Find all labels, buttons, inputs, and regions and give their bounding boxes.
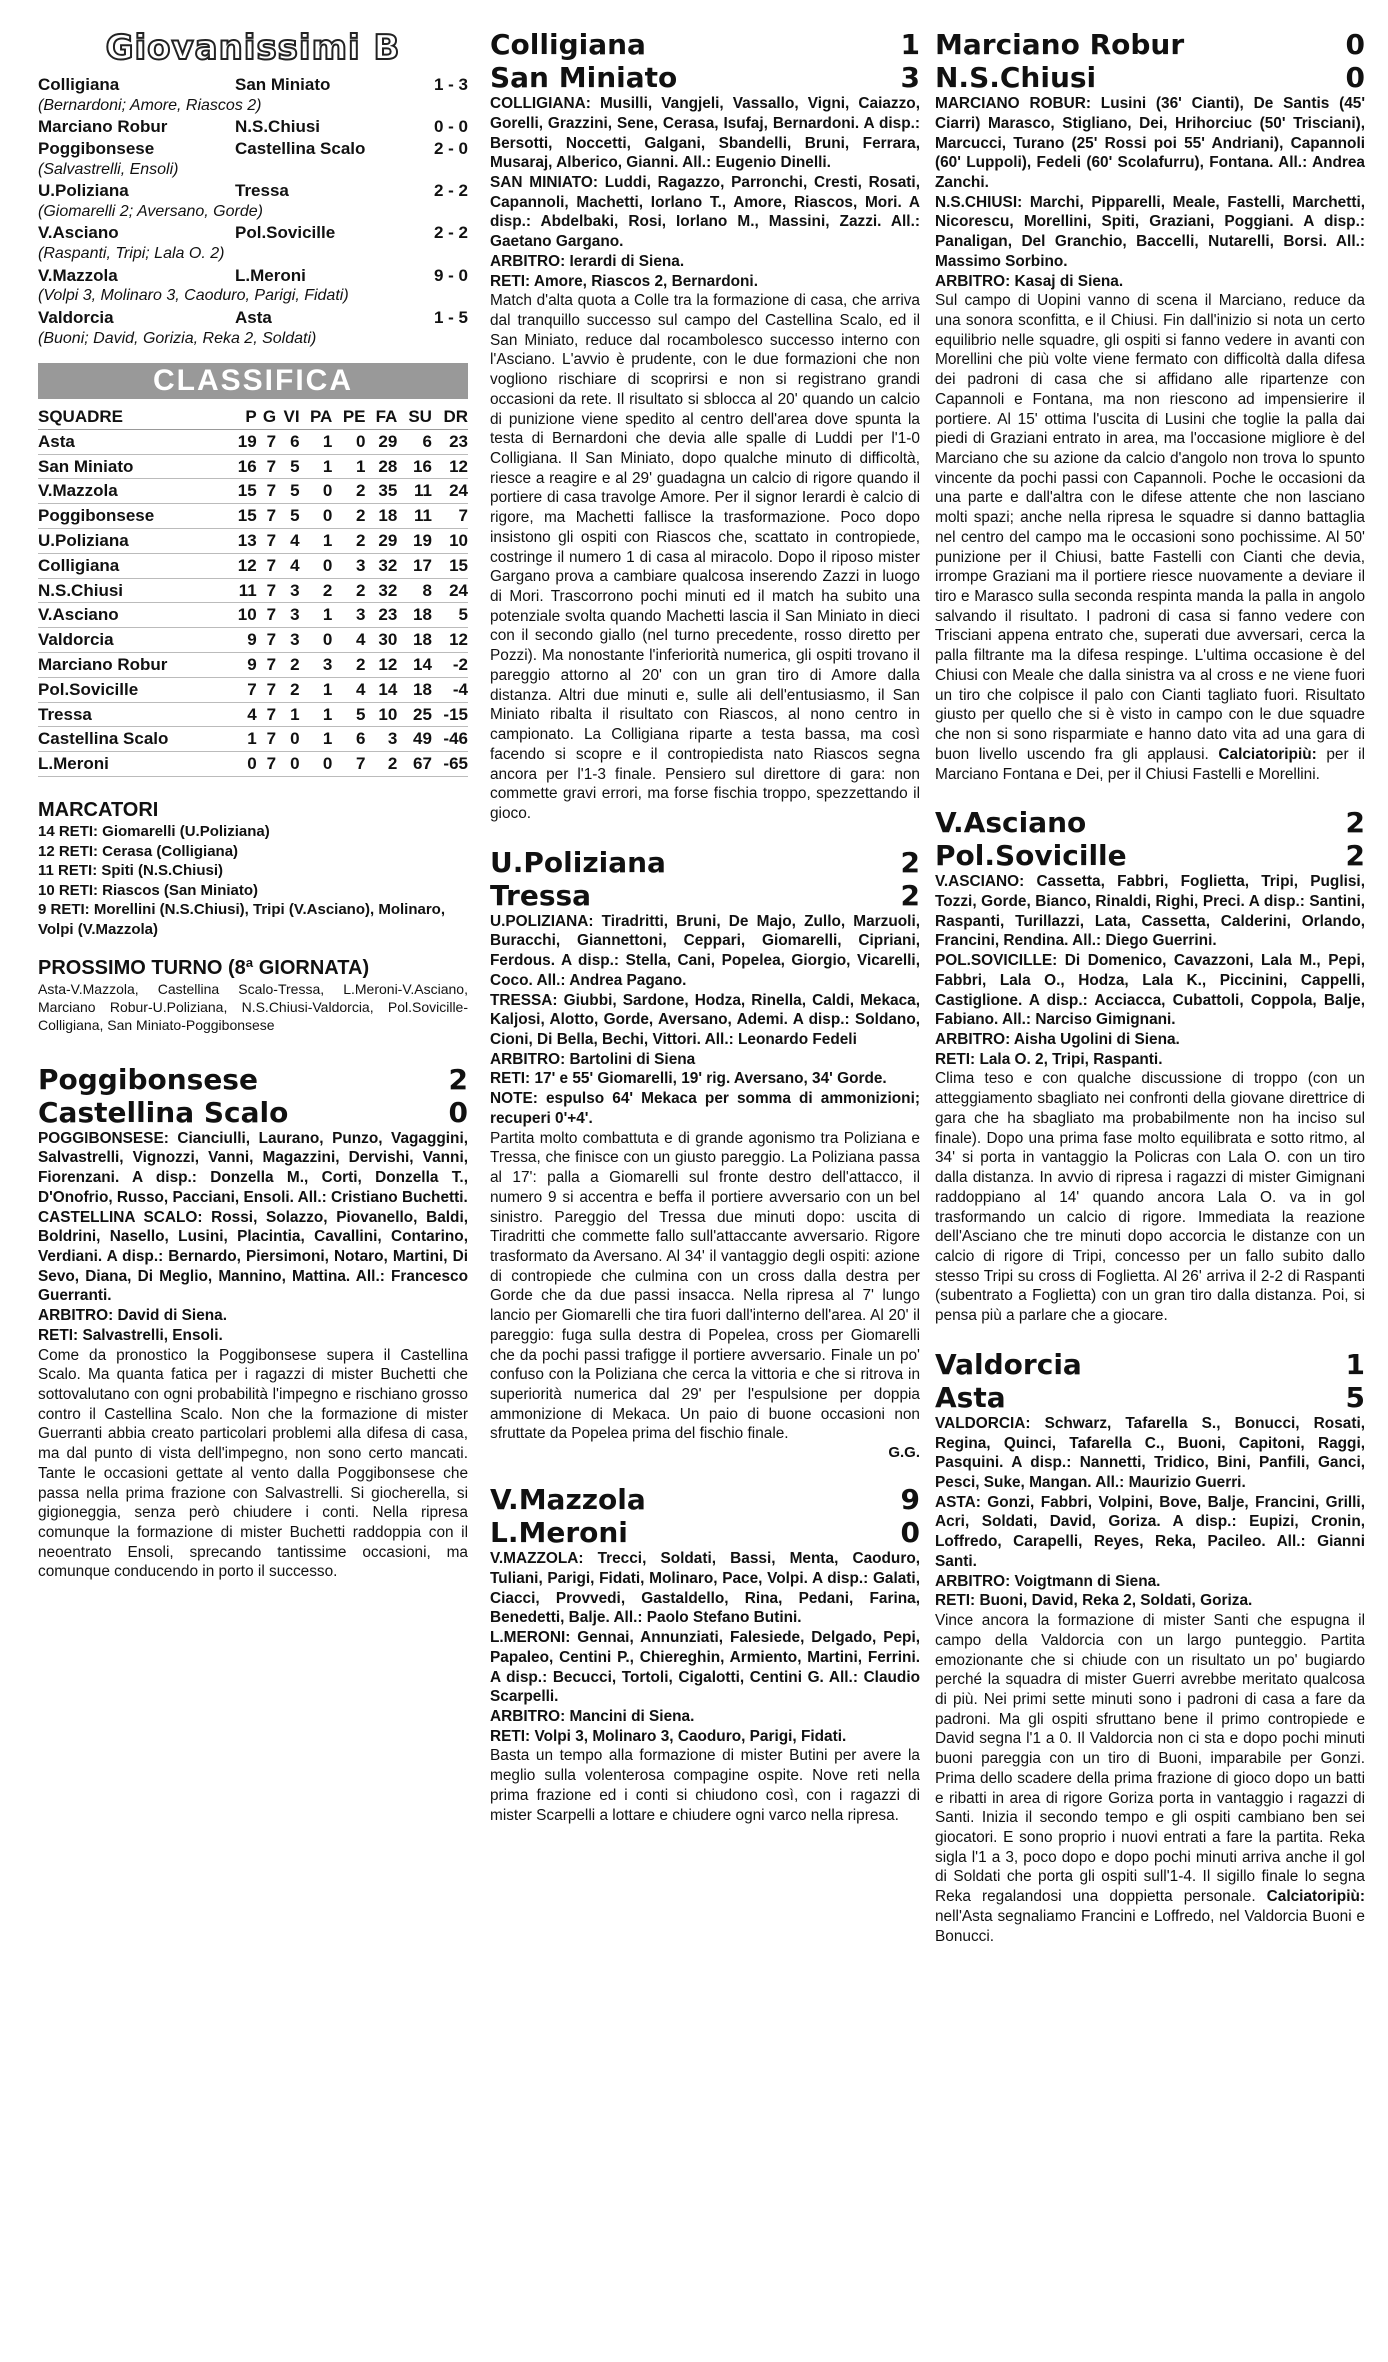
home-score: 1	[1345, 1347, 1365, 1381]
col-header: VI	[276, 405, 300, 429]
stat-cell: 3	[356, 605, 366, 625]
referee: ARBITRO: Ierardi di Siena.	[490, 252, 685, 270]
stat-cell: 2	[290, 654, 300, 674]
stat-cell: 10	[378, 704, 398, 724]
stat-cell: 10	[449, 530, 468, 550]
away-team: L.Meroni	[235, 265, 306, 285]
scorers: (Bernardoni; Amore, Riascos 2)	[38, 96, 262, 114]
referee: ARBITRO: Voigtmann di Siena.	[935, 1572, 1161, 1590]
away-team: Tressa	[490, 878, 592, 912]
stat-cell: 6	[422, 431, 432, 451]
match-report: Clima teso e con qualche discussione di troppo (con un atteggiamento sbagliato nei confronti della giovane direttrice di gara che ha sbagliato ma probabilmente non ha inciso sul finale). Dopo una prima fase molto equilibrata e sotto ritmo, al 34' si porta in vantaggio la Policras con Lala O. con un tiro dalla distanza. In avvio di ripresa i ragazzi di mister Gimignani raddoppiano al 14' quando ancora Lala O. va in gol trasformando un calcio di rigore. Immediata la reazione dell'Asciano che tre minuti dopo accorcia le distanze con un calcio di rigore di Tripi, concesso per un fallo subito dallo stesso Tripi su cross di Foglietta. Al 26' arriva il 2-2 di Raspanti (subentrato a Foglietta) con un gran tiro dalla distanza. Poi, si pensa più a parlare che a giocare.	[935, 1070, 1365, 1325]
referee: ARBITRO: David di Siena.	[38, 1307, 227, 1325]
home-lineup: V.ASCIANO: Cassetta, Fabbri, Foglietta, Tripi, Puglisi, Tozzi, Gorde, Bianco, Rinaldi, Righi, Preci. A disp.: Santini, Raspanti, Turillazzi, Lata, Cassetta, Calderini, Orlando, Francini, Rendina. All.: Diego Guerrini.	[935, 873, 1365, 950]
away-team: Asta	[235, 307, 272, 327]
away-team: N.S.Chiusi	[235, 117, 321, 137]
col-header: P	[229, 405, 257, 429]
goals: RETI: Amore, Riascos 2, Bernardoni.	[490, 272, 758, 290]
home-score: 9	[900, 1483, 920, 1517]
stat-cell: 7	[266, 506, 277, 526]
scorers: (Volpi 3, Molinaro 3, Caoduro, Parigi, Fidati)	[38, 287, 349, 305]
stat-cell: 3	[290, 580, 300, 600]
away-team: Pol.Sovicille	[935, 839, 1127, 873]
referee: ARBITRO: Bartolini di Siena	[490, 1050, 696, 1068]
stat-cell: 0	[247, 754, 257, 774]
stat-cell: 6	[356, 729, 366, 749]
home-score: 1	[900, 28, 920, 61]
result-item	[38, 307, 468, 349]
home-team: V.Asciano	[38, 223, 119, 243]
scorer-line: 11 RETI: Spiti (N.S.Chiusi)	[38, 862, 224, 880]
stat-cell: 8	[422, 580, 432, 600]
team-name: V.Mazzola	[38, 481, 118, 501]
standings-body	[38, 429, 468, 776]
stat-cell: 2	[387, 754, 398, 774]
stat-cell: 1	[322, 704, 333, 724]
home-lineup: MARCIANO ROBUR: Lusini (36' Cianti), De Santis (45' Ciarri) Marasco, Stigliano, Dei, Hrihorciuc (50' Trisciani), Marcucci, Turano (25' Rossi poi 55' Andriani), Capannoli (60' Luppoli), Fedeli (60' Scolafurru), Fontana. All.: Andrea Zanchi.	[935, 95, 1365, 191]
stat-cell: 3	[290, 630, 300, 650]
goals: RETI: 17' e 55' Giomarelli, 19' rig. Aversano, 34' Gorde.	[490, 1070, 887, 1088]
match-mazzola	[490, 1483, 920, 1825]
away-team: San Miniato	[235, 75, 331, 94]
match-report	[935, 1611, 1365, 1946]
stat-cell: -46	[443, 729, 468, 749]
stat-cell: 4	[290, 555, 300, 575]
away-lineup: POL.SOVICILLE: Di Domenico, Cavazzoni, Lala M., Pepi, Fabbri, Lala O., Hodza, Lala K., Piccinini, Cappelli, Castiglione. A disp.: Acciacca, Cubattoli, Coppola, Balje, Fabiano. All.: Narciso Gimignani.	[935, 952, 1365, 1029]
home-team: V.Mazzola	[38, 265, 118, 285]
stat-cell: 2	[356, 654, 366, 674]
stat-cell: 11	[413, 506, 432, 526]
stat-cell: 0	[356, 431, 366, 451]
scorer-line: 10 RETI: Riascos (San Miniato)	[38, 881, 259, 899]
goals: RETI: Buoni, David, Reka 2, Soldati, Goriza.	[935, 1592, 1253, 1610]
home-team: Valdorcia	[935, 1347, 1082, 1381]
score: 0 - 0	[433, 117, 468, 137]
standings-row	[38, 727, 468, 752]
team-name: Valdorcia	[38, 630, 114, 650]
stat-cell: 28	[378, 456, 398, 476]
stat-cell: 7	[266, 679, 277, 699]
stat-cell: 29	[378, 431, 398, 451]
away-team: Asta	[935, 1380, 1006, 1414]
stat-cell: 7	[266, 754, 277, 774]
result-item	[38, 74, 468, 116]
stat-cell: 0	[322, 481, 333, 501]
standings-row	[38, 752, 468, 777]
stat-cell: 12	[449, 456, 468, 476]
stat-cell: 24	[449, 481, 468, 501]
result-item	[38, 265, 468, 307]
stat-cell: 29	[378, 530, 398, 550]
stat-cell: 4	[356, 679, 366, 699]
scorers-title: MARCATORI	[38, 799, 159, 822]
stat-cell: 1	[322, 530, 333, 550]
col-header: FA	[366, 405, 398, 429]
away-score: 3	[900, 61, 920, 95]
home-team: V.Mazzola	[490, 1483, 646, 1517]
standings-row	[38, 578, 468, 603]
home-team: Colligiana	[38, 75, 120, 94]
stat-cell: 7	[458, 506, 468, 526]
scorers: (Giomarelli 2; Aversano, Gorde)	[38, 202, 263, 220]
stat-cell: 7	[356, 754, 366, 774]
standings-row	[38, 702, 468, 727]
team-name: L.Meroni	[38, 754, 109, 774]
team-name: Marciano Robur	[38, 654, 168, 674]
referee: ARBITRO: Mancini di Siena.	[490, 1707, 695, 1725]
standings-row	[38, 677, 468, 702]
stat-cell: 12	[237, 555, 257, 575]
referee: ARBITRO: Aisha Ugolini di Siena.	[935, 1031, 1180, 1049]
stat-cell: 7	[266, 555, 277, 575]
stat-cell: 23	[449, 431, 468, 451]
best-players-label: Calciatoripiù:	[1266, 1888, 1365, 1906]
standings-row	[38, 429, 468, 454]
stat-cell: -15	[443, 704, 468, 724]
stat-cell: 24	[449, 580, 468, 600]
stat-cell: -4	[452, 679, 468, 699]
stat-cell: 4	[290, 530, 300, 550]
stat-cell: 7	[266, 729, 277, 749]
home-team: Valdorcia	[38, 307, 114, 327]
col-header: SQUADRE	[38, 405, 229, 429]
away-team: San Miniato	[490, 61, 678, 95]
standings-row	[38, 653, 468, 678]
stat-cell: 6	[290, 431, 300, 451]
stat-cell: 9	[247, 654, 257, 674]
referee: ARBITRO: Kasaj di Siena.	[935, 272, 1124, 290]
away-team: N.S.Chiusi	[935, 61, 1097, 95]
match-valdorcia	[935, 1348, 1365, 1946]
scorers: (Salvastrelli, Ensoli)	[38, 160, 179, 178]
stat-cell: 32	[378, 580, 398, 600]
stat-cell: 4	[356, 630, 366, 650]
standings-title: CLASSIFICA	[38, 363, 468, 399]
stat-cell: 1	[247, 729, 257, 749]
home-score: 0	[1345, 28, 1365, 61]
stat-cell: 0	[290, 754, 300, 774]
stat-cell: 1	[356, 456, 366, 476]
col-header: PA	[300, 405, 333, 429]
stat-cell: 19	[237, 431, 257, 451]
match-report: Come da pronostico la Poggibonsese supera il Castellina Scalo. Ma quanta fatica per i ragazzi di mister Buchetti che sottovalutano con ogni probabilità l'impegno e rischiano grosso contro il Castellina Scalo. Non che la formazione di mister Guerranti abbia creato particolari problemi alla difesa di casa, ma dal punto di vista dell'impegno, non sono certo mancati. Tante le occasioni gettate al vento dalla Poggibonsese che passa nella prima frazione con Salvastrelli. Si giocherella, si gigioneggia, senza però chiudere i conti. Nella ripresa comunque la formazione di mister Buchetti raddoppia con il neoentrato Ensoli, sprecando tantissime occasioni, ma comunque conducendo in porto il successo.	[38, 1346, 468, 1581]
team-name: Colligiana	[38, 555, 120, 575]
next-round-text: Asta-V.Mazzola, Castellina Scalo-Tressa, L.Meroni-V.Asciano, Marciano Robur-U.Poliziana, N.S.Chiusi-Valdorcia, Pol.Sovicille-Colligiana, San Miniato-Poggibonsese	[38, 981, 468, 1034]
away-score: 0	[900, 1516, 920, 1550]
stat-cell: 7	[266, 431, 277, 451]
score: 2 - 0	[433, 138, 468, 158]
home-team: V.Asciano	[935, 806, 1087, 840]
match-report	[935, 291, 1365, 784]
stat-cell: 16	[237, 456, 257, 476]
home-lineup: VALDORCIA: Schwarz, Tafarella S., Bonucci, Rosati, Regina, Quinci, Tafarella C., Buoni, Capitoni, Raggi, Pasquini. A disp.: Nannetti, Tridico, Bini, Panfili, Ganci, Pesci, Suke, Mangan. All.: Maurizio Guerri.	[935, 1414, 1365, 1492]
standings-row	[38, 529, 468, 554]
home-lineup: POGGIBONSESE: Cianciulli, Laurano, Punzo, Vagaggini, Salvastrelli, Vignozzi, Vanni, Magazzini, Dervishi, Vanni, Fiorenzani. A disp.: Donzella M., Corti, Donzella T., D'Onofrio, Russo, Pacciani, Ensoli. All.: Cristiano Buchetti.	[38, 1129, 468, 1206]
away-score: 0	[448, 1095, 468, 1129]
stat-cell: 32	[378, 555, 398, 575]
stat-cell: 7	[266, 704, 277, 724]
stat-cell: 18	[378, 506, 398, 526]
match-asciano	[935, 806, 1365, 1326]
away-team: Pol.Sovicille	[235, 223, 336, 243]
best-players-label: Calciatoripiù:	[1218, 745, 1317, 763]
stat-cell: 5	[290, 481, 300, 501]
report-text: Vince ancora la formazione di mister Santi che espugna il campo della Valdorcia con un largo punteggio. Partita emozionante che si chiude con un risultato un po' bugiardo perché la squadra di mister Guerri avrebbe meritato qualcosa di più. Nei primi sette minuti sono i padroni di casa a fare da padroni. Ma gli ospiti sfruttano bene il primo contropiede e David segna l'1 a 0. Il Valdorcia non ci sta e dopo pochi minuti buoni pareggia con un tiro di Buoni, imparabile per Gonzi. Prima dello scadere della prima frazione di gioco dopo un batti e ribatti in area di rigore Goriza porta in vantaggio i ragazzi di Santi. Inizia il secondo tempo e gli ospiti cambiano ben sei giocatori. E sono proprio i nuovi entrati a fare la partita. Reka sigla l'1 a 3, poco dopo e dopo pochi minuti arriva anche il gol di Soldati che porta gli ospiti sull'1-4. Il sigillo finale lo segna Reka regalandosi una doppietta personale.	[935, 1612, 1365, 1906]
col-header: SU	[397, 405, 432, 429]
result-item	[38, 116, 468, 138]
goals: RETI: Lala O. 2, Tripi, Raspanti.	[935, 1050, 1163, 1068]
away-lineup: CASTELLINA SCALO: Rossi, Solazzo, Piovanello, Baldi, Boldrini, Nasello, Lusini, Placintia, Cavallini, Contarino, Verdiani. A disp.: Bernardo, Piersimoni, Notaro, Martini, Di Sevo, Diana, Di Meglio, Mannino, Mattina. All.: Francesco Guerranti.	[38, 1208, 468, 1305]
match-poliziana	[490, 846, 920, 1461]
stat-cell: 19	[413, 530, 432, 550]
stat-cell: 1	[322, 729, 333, 749]
scorer-line: 12 RETI: Cerasa (Colligiana)	[38, 842, 239, 860]
stat-cell: 2	[356, 580, 366, 600]
result-item	[38, 222, 468, 264]
match-report: Partita molto combattuta e di grande agonismo tra Poliziana e Tressa, che finisce con un giusto pareggio. La Poliziana passa al 17': palla a Giomarelli sul fronte destro dell'attacco, il numero 9 si accentra e beffa il portiere avversario con un bel sinistro. Pareggio del Tressa due minuti dopo: uscita di Tiradritti che commette fallo sull'attaccante avversario. Rigore trasformato da Aversano. Al 34' il vantaggio degli ospiti: azione di contropiede che culmina con un cross dalla destra per Gorde che da due passi insacca. Nella ripresa al 7' lungo lancio per Giomarelli che tira fuori dall'interno dell'area. Al 20' il pareggio: fuga sulla destra di Popelea, cross per Giomarelli che da pochi passi trafigge il portiere avversario. Finale un po' confuso con la Poliziana che cerca la vittoria e che si ritrova in superiorità numerica dal 29' per l'espulsione per doppia ammonizione di Mekaca. Un paio di buone occasioni non sfruttate da Popelea prima del fischio finale.	[490, 1129, 920, 1443]
result-item	[38, 138, 468, 180]
away-lineup: ASTA: Gonzi, Fabbri, Volpini, Bove, Balje, Francini, Grilli, Acri, Soldati, David, Goriza. A disp.: Eupizi, Cronin, Loffredo, Carapelli, Reyes, Reka, Pacileo. All.: Gianni Santi.	[935, 1493, 1365, 1570]
standings-row	[38, 479, 468, 504]
stat-cell: 5	[458, 605, 468, 625]
team-name: Pol.Sovicille	[38, 679, 139, 699]
column-middle	[490, 28, 920, 1825]
stat-cell: 1	[322, 605, 333, 625]
standings-row	[38, 504, 468, 529]
stat-cell: 0	[322, 555, 333, 575]
match-report: Match d'alta quota a Colle tra la formazione di casa, che arriva dal tranquillo successo sul campo del Castellina Scalo, ed il San Miniato, reduce dal rocambolesco successo interno con l'Asciano. L'avvio è prudente, con le due formazioni che non vogliono rischiare di scoprirsi e non si registrano grandi occasioni da rete. Il risultato si sblocca al 20' quando un calcio di punizione viene spedito al centro dell'area dove spunta la testa di Bernardoni che devia alle spalle di Luddi per l'1-0 Colligiana. Il San Miniato, dopo qualche minuto di difficoltà, riesce a reagire e al 29' guadagna un calcio di rigore quando il portiere di casa travolge Amore. Per il signor Ierardi è calcio di rigore, ma Machetti fallisce la trasformazione. Poco dopo insistono gli ospiti con Riascos che, scattato in contropiede, costringe il numero 1 di casa al miracolo. Dopo il riposo mister Gargano prova a cambiare qualcosa inserendo Zazzi in luogo di Mori. Trascorrono pochi minuti ed il match ha subito una potenziale svolta quando Machetti lascia il San Miniato in dieci con il secondo giallo (nel turno precedente, rosso diretto per Pozzi). Ma nonostante l'inferiorità numerica, gli ospiti trovano il pareggio attorno al 20' con un gran tiro di Amore dalla distanza. Altri due minuti e, sulle ali dell'entusiasmo, il San Miniato ribalta il risultato con Riascos, al nono centro in campionato. La Colligiana riparte a testa bassa, ma così facendo si scopre e il contropiedista nato Riascos segna ancora per l'1-3 finale. Pensiero sul direttore di gara: non commette gravi errori, ma forse fischia troppo, spezzettando il gioco.	[490, 292, 920, 822]
home-lineup: V.MAZZOLA: Trecci, Soldati, Bassi, Menta, Caoduro, Tuliani, Parigi, Fidati, Molinaro, Pace, Volpi. A disp.: Galati, Ciacci, Provvedi, Gastaldello, Rina, Pedani, Farina, Benedetti, Balje. All.: Paolo Stefano Butini.	[490, 1550, 920, 1627]
goals: RETI: Salvastrelli, Ensoli.	[38, 1326, 223, 1344]
stat-cell: 23	[378, 605, 398, 625]
stat-cell: -65	[443, 754, 468, 774]
stat-cell: 67	[413, 754, 432, 774]
home-team: U.Poliziana	[38, 181, 129, 201]
score: 1 - 5	[433, 307, 468, 327]
away-team: L.Meroni	[490, 1516, 628, 1550]
away-lineup: N.S.CHIUSI: Marchi, Pipparelli, Meale, Fastelli, Marchetti, Nicorescu, Morellini, Spiti, Graziani, Poggiani. A disp.: Panaligan, Del Granchio, Baccelli, Nutarelli, Borsi. All.: Massimo Sorbino.	[935, 193, 1365, 270]
team-name: Tressa	[38, 704, 92, 724]
stat-cell: 30	[378, 630, 398, 650]
match-poggibonsese	[38, 1063, 468, 1583]
stat-cell: 11	[238, 580, 257, 600]
stat-cell: 13	[237, 530, 257, 550]
stat-cell: 3	[322, 654, 333, 674]
stat-cell: 15	[449, 555, 468, 575]
stat-cell: 9	[247, 630, 257, 650]
col-header: PE	[332, 405, 365, 429]
stat-cell: 15	[237, 506, 257, 526]
team-name: U.Poliziana	[38, 530, 129, 550]
score: 1 - 3	[433, 75, 468, 94]
home-team: Poggibonsese	[38, 138, 155, 158]
match-report: Basta un tempo alla formazione di mister Butini per avere la meglio sulla volenterosa compagine ospite. Nove reti nella prima frazione ed i conti si chiudono così, con i ragazzi di mister Scarpelli a lottare e chiudere ogni varco nella ripresa.	[490, 1747, 920, 1824]
home-lineup: U.POLIZIANA: Tiradritti, Bruni, De Majo, Zullo, Marzuoli, Buracchi, Giannettoni, Ceppari, Giomarelli, Cipriani, Ferdous. A disp.: Stella, Cani, Popelea, Giorgio, Vicarelli, Coco. All.: Andrea Pagano.	[490, 912, 920, 989]
col-header: DR	[432, 405, 468, 429]
section-title: Giovanissimi B	[105, 28, 401, 68]
best-players-text: per il Marciano Fontana e Dei, per il Chiusi Fastelli e Morellini.	[935, 745, 1366, 783]
stat-cell: 16	[413, 456, 432, 476]
next-round-title: PROSSIMO TURNO (8ª GIORNATA)	[38, 957, 370, 980]
away-score: 2	[1345, 839, 1365, 873]
score: 9 - 0	[433, 265, 468, 285]
author-signature: G.G.	[888, 1444, 920, 1462]
stat-cell: 12	[449, 630, 468, 650]
stat-cell: 10	[237, 605, 257, 625]
stat-cell: 14	[413, 654, 432, 674]
home-lineup: COLLIGIANA: Musilli, Vangjeli, Vassallo, Vigni, Caiazzo, Gorelli, Grazzini, Sene, Cerasa, Isufaj, Bernardoni. A disp.: Bersotti, Noccetti, Galgani, Sbandelli, Bruni, Ferrara, Musaraj, Alberico, Gianni. All.: Eugenio Dinelli.	[490, 95, 920, 172]
score: 2 - 2	[433, 181, 468, 201]
stat-cell: 25	[413, 704, 432, 724]
scorer-line: 14 RETI: Giomarelli (U.Poliziana)	[38, 823, 270, 841]
stat-cell: 1	[322, 456, 333, 476]
away-team: Tressa	[235, 181, 289, 201]
stat-cell: -2	[452, 654, 468, 674]
stat-cell: 17	[413, 555, 432, 575]
stat-cell: 7	[266, 654, 277, 674]
standings-table	[38, 405, 468, 777]
home-score: 2	[1345, 806, 1365, 840]
results-list	[38, 74, 468, 349]
stat-cell: 7	[266, 580, 277, 600]
home-team: Marciano Robur	[38, 117, 168, 137]
column-right	[935, 28, 1365, 1946]
scorers: (Buoni; David, Gorizia, Reka 2, Soldati)	[38, 329, 317, 347]
team-name: San Miniato	[38, 456, 134, 476]
home-score: 2	[448, 1062, 468, 1096]
stat-cell: 3	[290, 605, 300, 625]
notes: NOTE: espulso 64' Mekaca per somma di ammonizioni; recuperi 0'+4'.	[490, 1090, 920, 1127]
stat-cell: 7	[266, 481, 277, 501]
home-team: Colligiana	[490, 28, 646, 61]
away-lineup: SAN MINIATO: Luddi, Ragazzo, Parronchi, Cresti, Rosati, Capannoli, Machetti, Iorlano T., Amore, Riascos, Mori. A disp.: Abdelbaki, Rosi, Iorlano M., Massini, Zazzi. All.: Gaetano Gargano.	[490, 173, 920, 251]
stat-cell: 2	[356, 481, 366, 501]
result-item	[38, 180, 468, 222]
team-name: Poggibonsese	[38, 506, 155, 526]
best-players-text: nell'Asta segnaliamo Francini e Loffredo, nel Valdorcia Buoni e Bonucci.	[935, 1907, 1365, 1945]
stat-cell: 2	[356, 506, 366, 526]
stat-cell: 2	[322, 580, 333, 600]
stat-cell: 15	[237, 481, 257, 501]
stat-cell: 5	[290, 456, 300, 476]
stat-cell: 7	[266, 630, 277, 650]
col-header: G	[257, 405, 276, 429]
stat-cell: 1	[290, 704, 300, 724]
stat-cell: 1	[322, 431, 333, 451]
team-name: Castellina Scalo	[38, 729, 169, 749]
scorer-line: 9 RETI: Morellini (N.S.Chiusi), Tripi (V.Asciano), Molinaro, Volpi (V.Mazzola)	[38, 901, 445, 938]
match-colligiana	[490, 28, 920, 824]
home-team: U.Poliziana	[490, 845, 666, 879]
stat-cell: 18	[413, 679, 432, 699]
stat-cell: 0	[322, 630, 333, 650]
stat-cell: 5	[290, 506, 300, 526]
stat-cell: 7	[266, 530, 277, 550]
stat-cell: 3	[356, 555, 366, 575]
report-text: Sul campo di Uopini vanno di scena il Marciano, reduce da una sonora sconfitta, e il Chiusi. Fin dall'inizio si nota un certo equilibrio nelle squadre, gli ospiti si fanno vedere in avanti con Morellini che più volte viene fermato con difficoltà dalla difesa dei padroni di casa che si affidano alle ripartenze con Capannoli e Fontana, ma non riescono ad impensierire il portiere. Al 15' ottima l'uscita di Lusini che toglie la palla dai piedi di Graziani entrato in area, ma l'occasione migliore è del Marciano che su azione da calcio d'angolo non trova lo spunto vincente da pochi passi con Capannoli. Poche le occasioni da una parte e dall'altra con le difese attente che non lasciano molti spazi; anche nella ripresa le squadre si danno battaglia nel centro del campo ma le occasioni sono pochissime. Al 50' punizione per il Chiusi, batte Fastelli con Cianti che devia, irrompe Graziani ma il portiere riesce nuovamente a deviare il tiro e Marasco sulla seconda respinta manda la palla in angolo salvando il risultato. I padroni di casa si fanno vedere con Trisciani appena entrato che, superati due avversari, cerca la palla filtrante ma la difesa respinge. L'ultima occasione è del Chiusi con Meale che dalla sinistra va al cross e ne viene fuori un tiro che colpisce il palo con Cianti tagliato fuori. Risultato giusto per quello che si è visto in campo con le due squadre che non si sono risparmiate e hanno dato vita ad una gara di buon livello uscendo fra gli applausi.	[935, 292, 1365, 763]
stat-cell: 5	[356, 704, 366, 724]
away-lineup: L.MERONI: Gennai, Annunziati, Falesiede, Delgado, Pepi, Papaleo, Centini P., Chiereghin, Armiento, Martini, Ferrini. A disp.: Becucci, Tortoli, Cigalotti, Centini G. All.: Claudio Scarpelli.	[490, 1629, 920, 1706]
stat-cell: 49	[413, 729, 432, 749]
away-score: 0	[1345, 61, 1365, 95]
stat-cell: 35	[378, 481, 398, 501]
stat-cell: 18	[413, 630, 432, 650]
team-name: N.S.Chiusi	[38, 580, 124, 600]
scorers: (Raspanti, Tripi; Lala O. 2)	[38, 245, 225, 263]
stat-cell: 0	[290, 729, 300, 749]
stat-cell: 7	[247, 679, 257, 699]
home-team: Marciano Robur	[935, 28, 1185, 61]
stat-cell: 11	[413, 481, 432, 501]
home-score: 2	[900, 845, 920, 879]
stat-cell: 7	[266, 456, 277, 476]
stat-cell: 0	[322, 754, 333, 774]
away-team: Castellina Scalo	[235, 138, 366, 158]
away-lineup: TRESSA: Giubbi, Sardone, Hodza, Rinella, Caldi, Mekaca, Kaljosi, Alotto, Gorde, Aversano, Ademi. A disp.: Soldano, Cioni, Di Bella, Bechi, Vittori. All.: Leonardo Fedeli	[490, 991, 920, 1049]
section-banner	[38, 28, 468, 68]
standings-row	[38, 553, 468, 578]
stat-cell: 7	[266, 605, 277, 625]
team-name: V.Asciano	[38, 605, 119, 625]
stat-cell: 12	[378, 654, 398, 674]
score: 2 - 2	[433, 223, 468, 243]
stat-cell: 1	[322, 679, 333, 699]
standings-header-row	[38, 405, 468, 429]
home-team: Poggibonsese	[38, 1062, 258, 1096]
stat-cell: 2	[356, 530, 366, 550]
standings-row	[38, 454, 468, 479]
standings-row	[38, 603, 468, 628]
standings-row	[38, 628, 468, 653]
stat-cell: 3	[387, 729, 398, 749]
away-score: 2	[900, 878, 920, 912]
stat-cell: 18	[413, 605, 432, 625]
stat-cell: 0	[322, 506, 333, 526]
goals: RETI: Volpi 3, Molinaro 3, Caoduro, Parigi, Fidati.	[490, 1727, 847, 1745]
away-team: Castellina Scalo	[38, 1095, 289, 1129]
stat-cell: 4	[247, 704, 257, 724]
stat-cell: 14	[378, 679, 398, 699]
stat-cell: 2	[290, 679, 300, 699]
match-marciano	[935, 28, 1365, 784]
scorers-list	[38, 822, 468, 939]
team-name: Asta	[38, 431, 75, 451]
away-score: 5	[1345, 1380, 1365, 1414]
column-left	[38, 28, 468, 1582]
